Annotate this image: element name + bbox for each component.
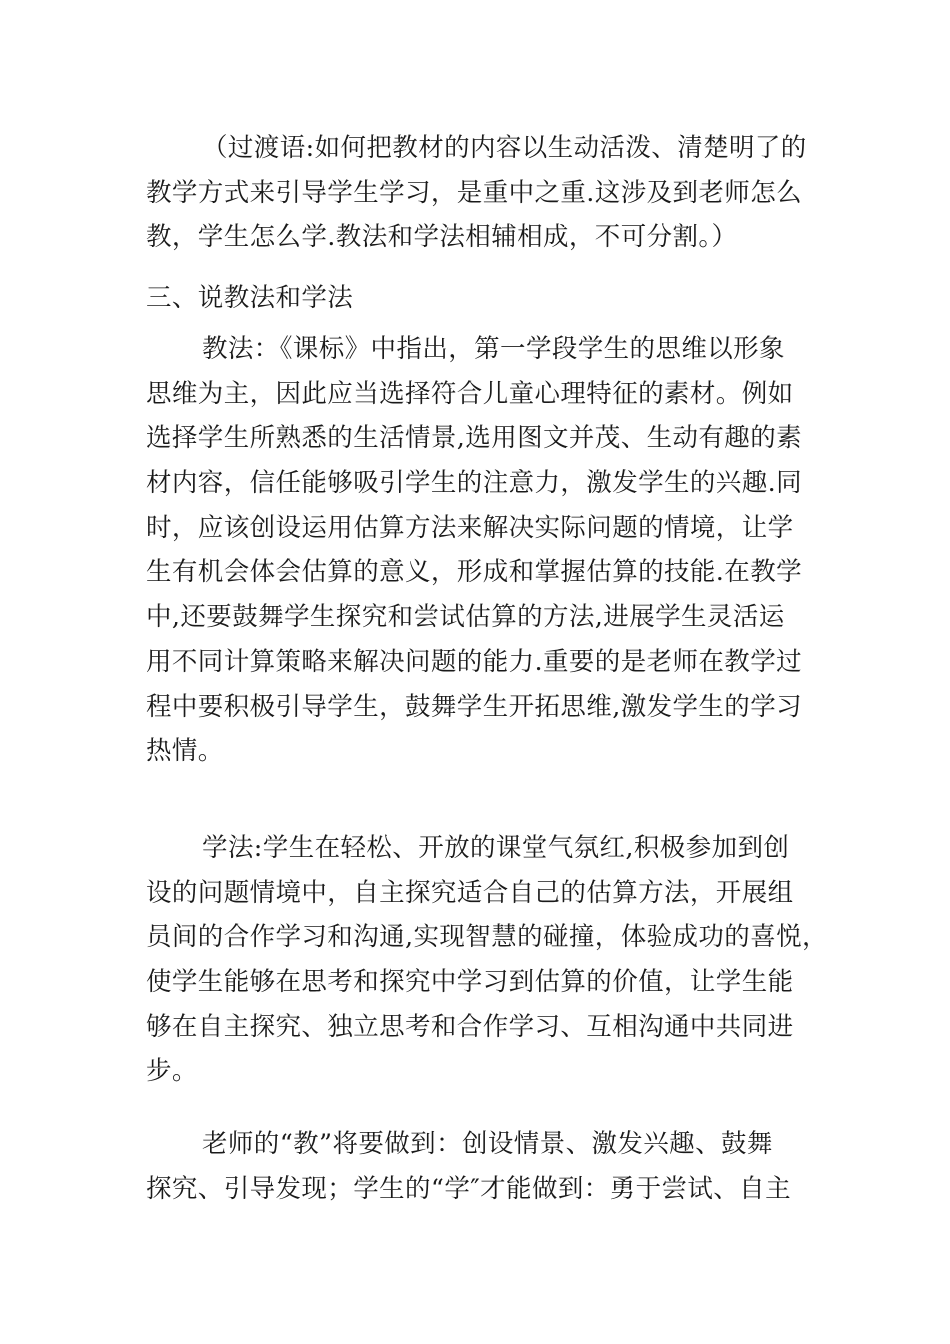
- text-line: 中,还要鼓舞学生探究和尝试估算的方法,进展学生灵活运: [146, 602, 785, 633]
- paragraph-transition: [146, 126, 826, 260]
- text-line: 材内容，信任能够吸引学生的注意力，激发学生的兴趣.同: [146, 468, 803, 499]
- paragraph-teaching-method: [146, 327, 826, 774]
- text-line: 使学生能够在思考和探究中学习到估算的价值，让学生能: [146, 967, 794, 998]
- text-line: 思维为主，因此应当选择符合儿童心理特征的素材。例如: [146, 378, 794, 409]
- text-line: 老师的“教”将要做到：创设情景、激发兴趣、鼓舞: [202, 1129, 773, 1159]
- text-line: 时，应该创设运用估算方法来解决实际问题的情境，让学: [146, 512, 794, 543]
- text-line: 生有机会体会估算的意义，形成和掌握估算的技能.在教学: [146, 557, 803, 588]
- text-line: 设的问题情境中，自主探究适合自己的估算方法，开展组: [146, 877, 794, 908]
- heading-line: 三、说教法和学法: [146, 283, 354, 313]
- paragraph-learning-method: [146, 826, 826, 1094]
- paragraph-teacher-student: [146, 1122, 826, 1211]
- text-line: 员间的合作学习和沟通,实现智慧的碰撞，体验成功的喜悦，: [146, 922, 828, 953]
- section-heading: [146, 276, 826, 321]
- text-line: 选择学生所熟悉的生活情景,选用图文并茂、生动有趣的素: [146, 423, 803, 454]
- text-line: 步。: [146, 1056, 198, 1087]
- text-line: 程中要积极引导学生，鼓舞学生开拓思维,激发学生的学习: [146, 691, 803, 722]
- text-line: 热情。: [146, 736, 224, 767]
- text-line: 够在自主探究、独立思考和合作学习、互相沟通中共同进: [146, 1011, 794, 1042]
- text-line: 教法：《课标》中指出，第一学段学生的思维以形象: [202, 334, 785, 364]
- text-line: 教，学生怎么学.教法和学法相辅相成，不可分割。）: [146, 222, 738, 253]
- text-line: 探究、引导发现；学生的“学″才能做到：勇于尝试、自主: [146, 1173, 791, 1204]
- text-line: 教学方式来引导学生学习，是重中之重.这涉及到老师怎么: [146, 177, 803, 208]
- text-line: （过渡语:如何把教材的内容以生动活泼、清楚明了的: [202, 133, 807, 163]
- text-line: 学法:学生在轻松、开放的课堂气氛红,积极参加到创: [202, 833, 790, 863]
- text-line: 用不同计算策略来解决问题的能力.重要的是老师在教学过: [146, 646, 803, 677]
